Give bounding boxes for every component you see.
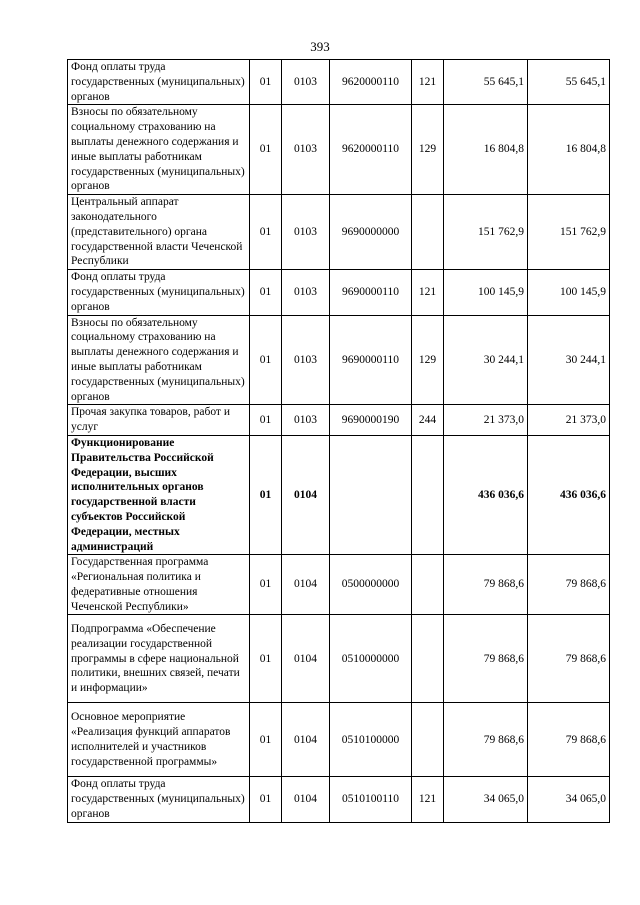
row-subsection-code: 0103 <box>282 270 330 315</box>
row-subsection-code: 0104 <box>282 435 330 554</box>
row-target-article: 0500000000 <box>330 555 412 615</box>
row-expense-type: 129 <box>412 105 444 195</box>
row-amount-2: 100 145,9 <box>528 270 610 315</box>
row-section-code: 01 <box>250 105 282 195</box>
table-row <box>68 435 610 554</box>
row-name: Прочая закупка товаров, работ и услуг <box>68 405 250 436</box>
row-section-code: 01 <box>250 615 282 703</box>
row-subsection-code: 0103 <box>282 405 330 436</box>
row-target-article <box>330 435 412 554</box>
row-name: Фонд оплаты труда государственных (муниципальных) органов <box>68 60 250 105</box>
row-target-article: 9690000190 <box>330 405 412 436</box>
row-amount-1: 79 868,6 <box>444 555 528 615</box>
row-name: Фонд оплаты труда государственных (муниципальных) органов <box>68 777 250 822</box>
row-amount-1: 16 804,8 <box>444 105 528 195</box>
row-subsection-code: 0104 <box>282 555 330 615</box>
row-section-code: 01 <box>250 435 282 554</box>
row-amount-1: 34 065,0 <box>444 777 528 822</box>
row-target-article: 9690000110 <box>330 315 412 405</box>
table-row <box>68 270 610 315</box>
row-amount-2: 151 762,9 <box>528 195 610 270</box>
table-row <box>68 777 610 822</box>
row-amount-1: 151 762,9 <box>444 195 528 270</box>
row-section-code: 01 <box>250 405 282 436</box>
budget-table <box>67 59 610 823</box>
table-row <box>68 195 610 270</box>
row-amount-1: 436 036,6 <box>444 435 528 554</box>
row-name: Центральный аппарат законодательного (представительного) органа государственной власти Чеченской Республики <box>68 195 250 270</box>
row-expense-type <box>412 615 444 703</box>
row-name: Взносы по обязательному социальному страхованию на выплаты денежного содержания и иные выплаты работникам государственных (муниципальных) органов <box>68 315 250 405</box>
row-target-article: 9620000110 <box>330 105 412 195</box>
row-amount-1: 79 868,6 <box>444 703 528 777</box>
row-section-code: 01 <box>250 60 282 105</box>
table-row <box>68 105 610 195</box>
row-name: Подпрограмма «Обеспечение реализации государственной программы в сфере национальной политики, внешних связей, печати и информации» <box>68 615 250 703</box>
row-amount-2: 30 244,1 <box>528 315 610 405</box>
table-row <box>68 615 610 703</box>
row-expense-type: 121 <box>412 270 444 315</box>
row-subsection-code: 0104 <box>282 777 330 822</box>
row-amount-2: 436 036,6 <box>528 435 610 554</box>
page-number: 393 <box>310 39 330 54</box>
row-section-code: 01 <box>250 315 282 405</box>
row-expense-type <box>412 703 444 777</box>
row-expense-type <box>412 555 444 615</box>
row-name: Взносы по обязательному социальному страхованию на выплаты денежного содержания и иные выплаты работникам государственных (муниципальных) органов <box>68 105 250 195</box>
row-name: Функционирование Правительства Российской Федерации, высших исполнительных органов государственной власти субъектов Российской Федерации, местных администраций <box>68 435 250 554</box>
row-name: Государственная программа «Региональная политика и федеративные отношения Чеченской Республики» <box>68 555 250 615</box>
table-body <box>68 60 610 823</box>
row-expense-type: 121 <box>412 777 444 822</box>
row-subsection-code: 0104 <box>282 615 330 703</box>
row-section-code: 01 <box>250 777 282 822</box>
row-target-article: 0510000000 <box>330 615 412 703</box>
row-section-code: 01 <box>250 703 282 777</box>
row-name: Фонд оплаты труда государственных (муниципальных) органов <box>68 270 250 315</box>
table-row <box>68 703 610 777</box>
table-row <box>68 555 610 615</box>
row-amount-2: 79 868,6 <box>528 615 610 703</box>
row-amount-1: 100 145,9 <box>444 270 528 315</box>
table-row <box>68 405 610 436</box>
row-expense-type: 121 <box>412 60 444 105</box>
row-subsection-code: 0103 <box>282 60 330 105</box>
row-target-article: 9690000110 <box>330 270 412 315</box>
row-section-code: 01 <box>250 555 282 615</box>
row-amount-2: 79 868,6 <box>528 555 610 615</box>
row-amount-2: 55 645,1 <box>528 60 610 105</box>
row-subsection-code: 0103 <box>282 315 330 405</box>
row-expense-type: 129 <box>412 315 444 405</box>
row-section-code: 01 <box>250 195 282 270</box>
table-row <box>68 60 610 105</box>
row-amount-2: 21 373,0 <box>528 405 610 436</box>
row-amount-2: 34 065,0 <box>528 777 610 822</box>
row-subsection-code: 0104 <box>282 703 330 777</box>
row-expense-type: 244 <box>412 405 444 436</box>
row-expense-type <box>412 435 444 554</box>
row-section-code: 01 <box>250 270 282 315</box>
row-amount-2: 16 804,8 <box>528 105 610 195</box>
row-name: Основное мероприятие «Реализация функций аппаратов исполнителей и участников государственной программы» <box>68 703 250 777</box>
row-amount-1: 21 373,0 <box>444 405 528 436</box>
row-amount-1: 55 645,1 <box>444 60 528 105</box>
row-target-article: 0510100110 <box>330 777 412 822</box>
row-target-article: 0510100000 <box>330 703 412 777</box>
table-row <box>68 315 610 405</box>
row-target-article: 9690000000 <box>330 195 412 270</box>
row-amount-1: 30 244,1 <box>444 315 528 405</box>
row-amount-1: 79 868,6 <box>444 615 528 703</box>
row-subsection-code: 0103 <box>282 105 330 195</box>
row-amount-2: 79 868,6 <box>528 703 610 777</box>
row-subsection-code: 0103 <box>282 195 330 270</box>
row-expense-type <box>412 195 444 270</box>
row-target-article: 9620000110 <box>330 60 412 105</box>
